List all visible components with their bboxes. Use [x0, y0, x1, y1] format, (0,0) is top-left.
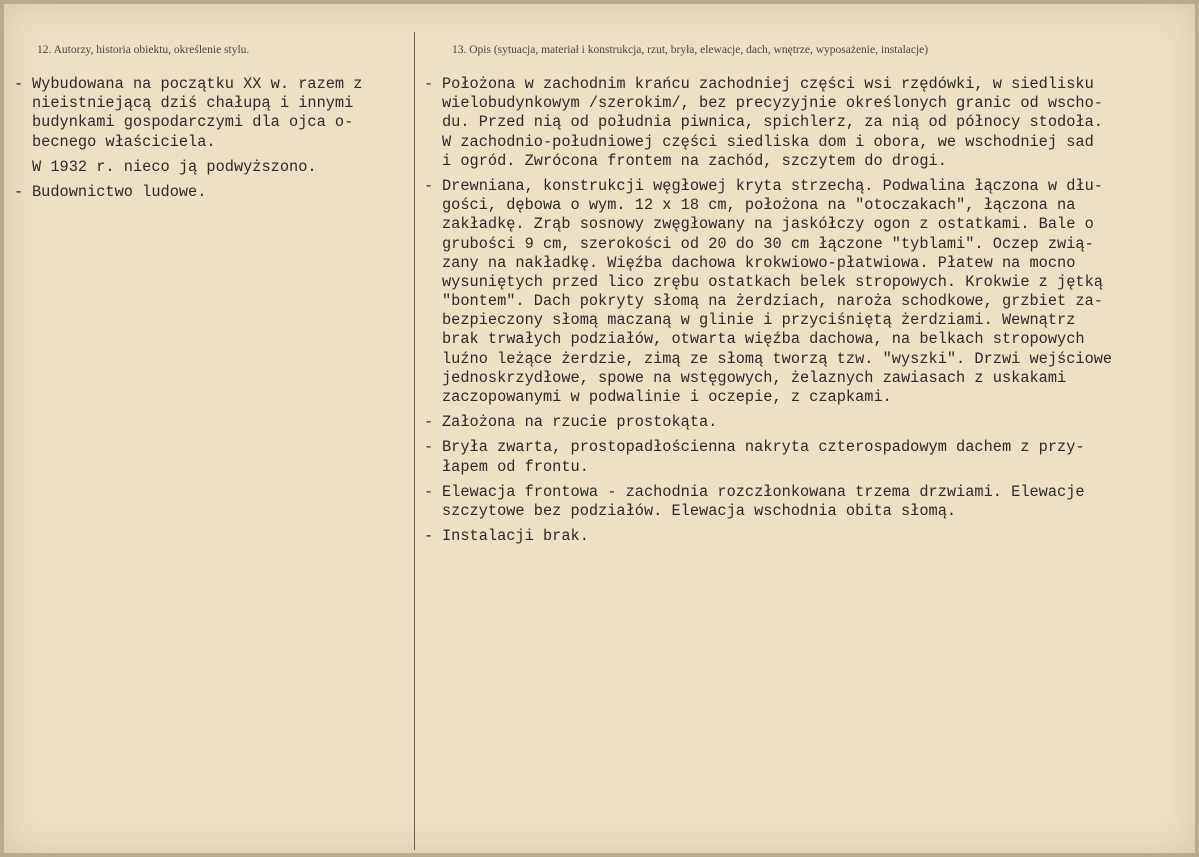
text-line: gości, dębowa o wym. 12 x 18 cm, położona na "otoczakach", łączona na: [442, 196, 1076, 215]
list-item: [424, 75, 1194, 171]
text-line: du. Przed nią od południa piwnica, spichlerz, za nią od północy stodoła.: [442, 113, 1103, 132]
text-line: jednoskrzydłowe, spowe na wstęgowych, żelaznych zawiasach z uskakami: [442, 368, 1067, 387]
text-line: zaczopowanymi w podwalinie i oczepie, z czapkami.: [442, 388, 892, 406]
text-line: "bontem". Dach pokryty słomą na żerdziach, naroża schodkowe, grzbiet za-: [442, 292, 1103, 311]
bullet-dash: -: [424, 482, 434, 501]
bullet-dash: -: [424, 176, 434, 195]
text-line: zany na nakładkę. Więźba dachowa krokwiowo-płatwiowa. Płatew na mocno: [442, 253, 1076, 272]
list-item: [14, 183, 408, 202]
text-line: grubości 9 cm, szerokości od 20 do 30 cm łączone "tyblami". Oczep zwią-: [442, 234, 1094, 253]
text-line: Instalacji brak.: [442, 527, 589, 546]
text-line: zakładkę. Zrąb sosnowy zwęgłowany na jaskółczy ogon z ostatkami. Bale o: [442, 215, 1094, 234]
text-line: brak trwałych podziałów, otwarta więźba dachowa, na belkach stropowych: [442, 330, 1085, 349]
text-line: Elewacja frontowa - zachodnia rozczłonkowana trzema drzwiami. Elewacje: [442, 482, 1085, 501]
list-item: [424, 527, 1194, 546]
bullet-dash: -: [424, 527, 434, 546]
bullet-dash: -: [14, 75, 24, 93]
text-line: budynkami gospodarczymi dla ojca o-: [32, 113, 354, 132]
bullet-dash: -: [424, 438, 434, 457]
document-sheet: [4, 4, 1195, 853]
text-line: i ogród. Zwrócona frontem na zachód, szczytem do drogi.: [442, 151, 947, 170]
text-line: Drewniana, konstrukcji węgłowej kryta strzechą. Podwalina łączona w dłu-: [442, 176, 1103, 195]
list-item: [424, 483, 1194, 521]
text-line: nieistniejącą dziś chałupą i innymi: [32, 94, 354, 113]
list-item: [424, 413, 1194, 432]
list-item: [14, 75, 408, 152]
note-line: W 1932 r. nieco ją podwyższono.: [32, 157, 317, 176]
text-line: łapem od frontu.: [442, 457, 589, 476]
bullet-dash: -: [14, 182, 24, 201]
text-line: Położona w zachodnim krańcu zachodniej części wsi rzędówki, w siedlisku: [442, 75, 1094, 93]
section-13-header: 13. Opis (sytuacja, materiał i konstrukcja, rzut, bryła, elewacje, dach, wnętrze, wyposażenie, instalacje): [452, 44, 929, 56]
text-line: Bryła zwarta, prostopadłościenna nakryta czterospadowym dachem z przy-: [442, 438, 1085, 457]
text-line: Budownictwo ludowe.: [32, 182, 207, 201]
section-13-content: [424, 75, 1194, 552]
text-line: wielobudynkowym /szerokim/, bez precyzyjnie określonych granic od wscho-: [442, 94, 1103, 113]
text-line: szczytowe bez podziałów. Elewacja wschodnia obita słomą.: [442, 501, 957, 520]
bullet-dash: -: [424, 75, 434, 93]
text-line: becnego właściciela.: [32, 132, 216, 151]
text-line: W zachodnio-południowej części siedliska dom i obora, we wschodniej sad: [442, 132, 1094, 151]
bullet-dash: -: [424, 413, 434, 432]
text-line: bezpieczony słomą maczaną w glinie i przyciśniętą żerdziami. Wewnątrz: [442, 311, 1076, 330]
text-line: Wybudowana na początku XX w. razem z: [32, 75, 363, 93]
text-line: luźno leżące żerdzie, zimą ze słomą tworzą tzw. "wyszki". Drzwi wejściowe: [442, 349, 1113, 368]
list-item: [424, 177, 1194, 407]
text-line: wysuniętych przed lico zrębu ostatkach belek stropowych. Krokwie z jętką: [442, 272, 1103, 291]
text-line: Założona na rzucie prostokąta.: [442, 413, 718, 432]
list-item: [424, 438, 1194, 476]
column-divider: [414, 32, 415, 850]
section-12-header: 12. Autorzy, historia obiektu, określenie stylu.: [37, 44, 250, 56]
section-12-content: [14, 75, 408, 208]
